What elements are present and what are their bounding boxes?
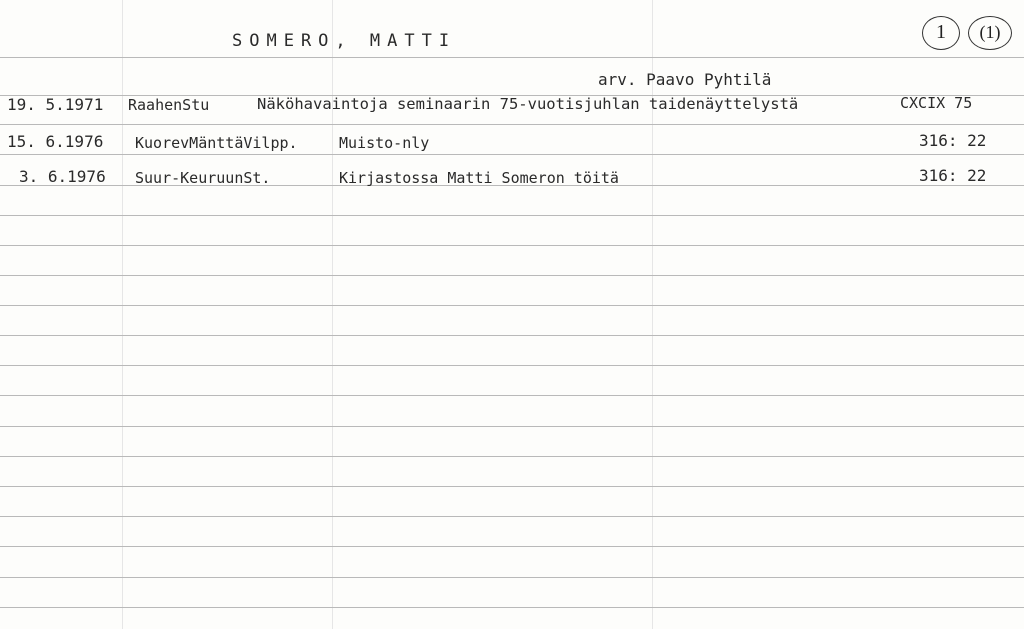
- ruled-line: [0, 335, 1024, 336]
- entry-source: RaahenStu: [128, 96, 210, 114]
- entry-date: 15. 6.1976: [7, 132, 104, 151]
- reviewer-note: arv. Paavo Pyhtilä: [598, 70, 772, 89]
- entry-reference: 316: 22: [919, 131, 987, 150]
- author-name: SOMERO, MATTI: [232, 31, 457, 51]
- ruled-line: [0, 154, 1024, 155]
- ruled-line: [0, 426, 1024, 427]
- ruled-line: [0, 546, 1024, 547]
- ruled-line: [0, 124, 1024, 125]
- ruled-line: [0, 57, 1024, 58]
- entry-date: 19. 5.1971: [7, 95, 104, 114]
- ruled-line: [0, 305, 1024, 306]
- ruled-line: [0, 516, 1024, 517]
- entry-date: 3. 6.1976: [19, 167, 106, 186]
- ruled-line: [0, 577, 1024, 578]
- ruled-line: [0, 456, 1024, 457]
- circled-number-stamp: 1: [922, 16, 960, 50]
- ruled-line: [0, 486, 1024, 487]
- ruled-line: [0, 215, 1024, 216]
- entry-title: Näköhavaintoja seminaarin 75-vuotisjuhlan taidenäyttelystä: [257, 95, 799, 113]
- ruled-line: [0, 365, 1024, 366]
- entry-reference: 316: 22: [919, 166, 987, 185]
- ruled-line: [0, 275, 1024, 276]
- entry-title: Muisto-nly: [339, 134, 430, 152]
- entry-source: Suur-KeuruunSt.: [135, 169, 271, 187]
- entry-reference: CXCIX 75: [900, 94, 973, 112]
- circled-number-stamp: (1): [968, 16, 1012, 50]
- entry-source: KuorevMänttäVilpp.: [135, 134, 298, 152]
- entry-title: Kirjastossa Matti Someron töitä: [339, 169, 619, 187]
- ruled-line: [0, 245, 1024, 246]
- ruled-line: [0, 607, 1024, 608]
- ruled-line: [0, 395, 1024, 396]
